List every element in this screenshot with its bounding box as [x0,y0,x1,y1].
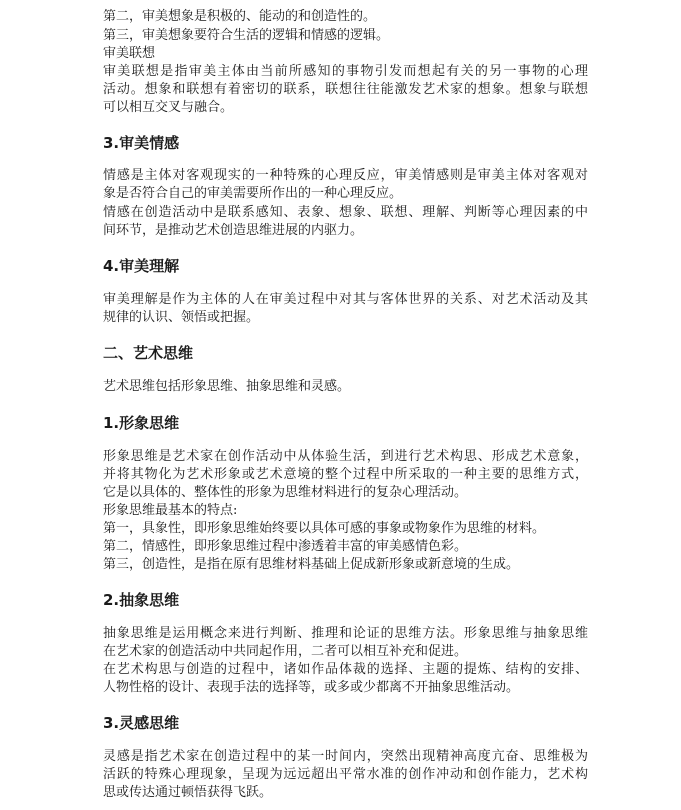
subheading-aesthetic-association: 审美联想 [103,46,156,61]
heading-inspiration-thinking: 3.灵感思维 [103,714,180,732]
paragraph-line: 间环节，是推动艺术创造思维进展的内驱力。 [103,223,364,238]
list-item: 第二，审美想象是积极的、能动的和创造性的。 [103,9,377,24]
heading-art-thinking: 二、艺术思维 [103,344,194,362]
paragraph-line: 在艺术家的创造活动中共同起作用，二者可以相互补充和促进。 [103,644,468,659]
list-item: 第二，情感性，即形象思维过程中渗透着丰富的审美感情色彩。 [103,539,468,554]
paragraph-line: 它是以具体的、整体性的形象为思维材料进行的复杂心理活动。 [103,485,468,500]
paragraph-line: 审美理解是作为主体的人在审美过程中对其与客体世界的关系、对艺术活动及其 [103,292,588,307]
paragraph-line: 灵感是指艺术家在创造过程中的某一时间内，突然出现精神高度亢奋、思维极为 [103,749,588,764]
heading-aesthetic-emotion: 3.审美情感 [103,134,180,152]
paragraph-line: 情感是主体对客观现实的一种特殊的心理反应，审美情感则是审美主体对客观对 [103,168,588,183]
paragraph-line: 抽象思维是运用概念来进行判断、推理和论证的思维方法。形象思维与抽象思维 [103,626,588,641]
paragraph-line: 形象思维是艺术家在创作活动中从体验生活，到进行艺术构思、形成艺术意象， [103,449,588,464]
list-item: 第三，审美想象要符合生活的逻辑和情感的逻辑。 [103,28,390,43]
paragraph-line: 形象思维最基本的特点: [103,503,238,518]
heading-aesthetic-understanding: 4.审美理解 [103,257,180,275]
paragraph-line: 可以相互交叉与融合。 [103,100,234,115]
paragraph-line: 思或传达通过顿悟获得飞跃。 [103,785,273,800]
paragraph-line: 并将其物化为艺术形象或艺术意境的整个过程中所采取的一种主要的思维方式， [103,467,588,482]
heading-image-thinking: 1.形象思维 [103,414,180,432]
paragraph-line: 活跃的特殊心理现象，呈现为远远超出平常水准的创作冲动和创作能力，艺术构 [103,767,588,782]
paragraph-line: 艺术思维包括形象思维、抽象思维和灵感。 [103,379,351,394]
paragraph-line: 情感在创造活动中是联系感知、表象、想象、联想、理解、判断等心理因素的中 [103,205,588,220]
paragraph-line: 规律的认识、领悟或把握。 [103,310,260,325]
paragraph-line: 象是否符合自己的审美需要所作出的一种心理反应。 [103,186,403,201]
paragraph-line: 人物性格的设计、表现手法的选择等，或多或少都离不开抽象思维活动。 [103,680,520,695]
paragraph-line: 审美联想是指审美主体由当前所感知的事物引发而想起有关的另一事物的心理 [103,64,588,79]
heading-abstract-thinking: 2.抽象思维 [103,591,180,609]
list-item: 第一，具象性，即形象思维始终要以具体可感的事象或物象作为思维的材料。 [103,521,546,536]
list-item: 第三，创造性，是指在原有思维材料基础上促成新形象或新意境的生成。 [103,557,520,572]
paragraph-line: 活动。想象和联想有着密切的联系，联想往往能激发艺术家的想象。想象与联想 [103,82,588,97]
paragraph-line: 在艺术构思与创造的过程中，诸如作品体裁的选择、主题的提炼、结构的安排、 [103,662,588,677]
